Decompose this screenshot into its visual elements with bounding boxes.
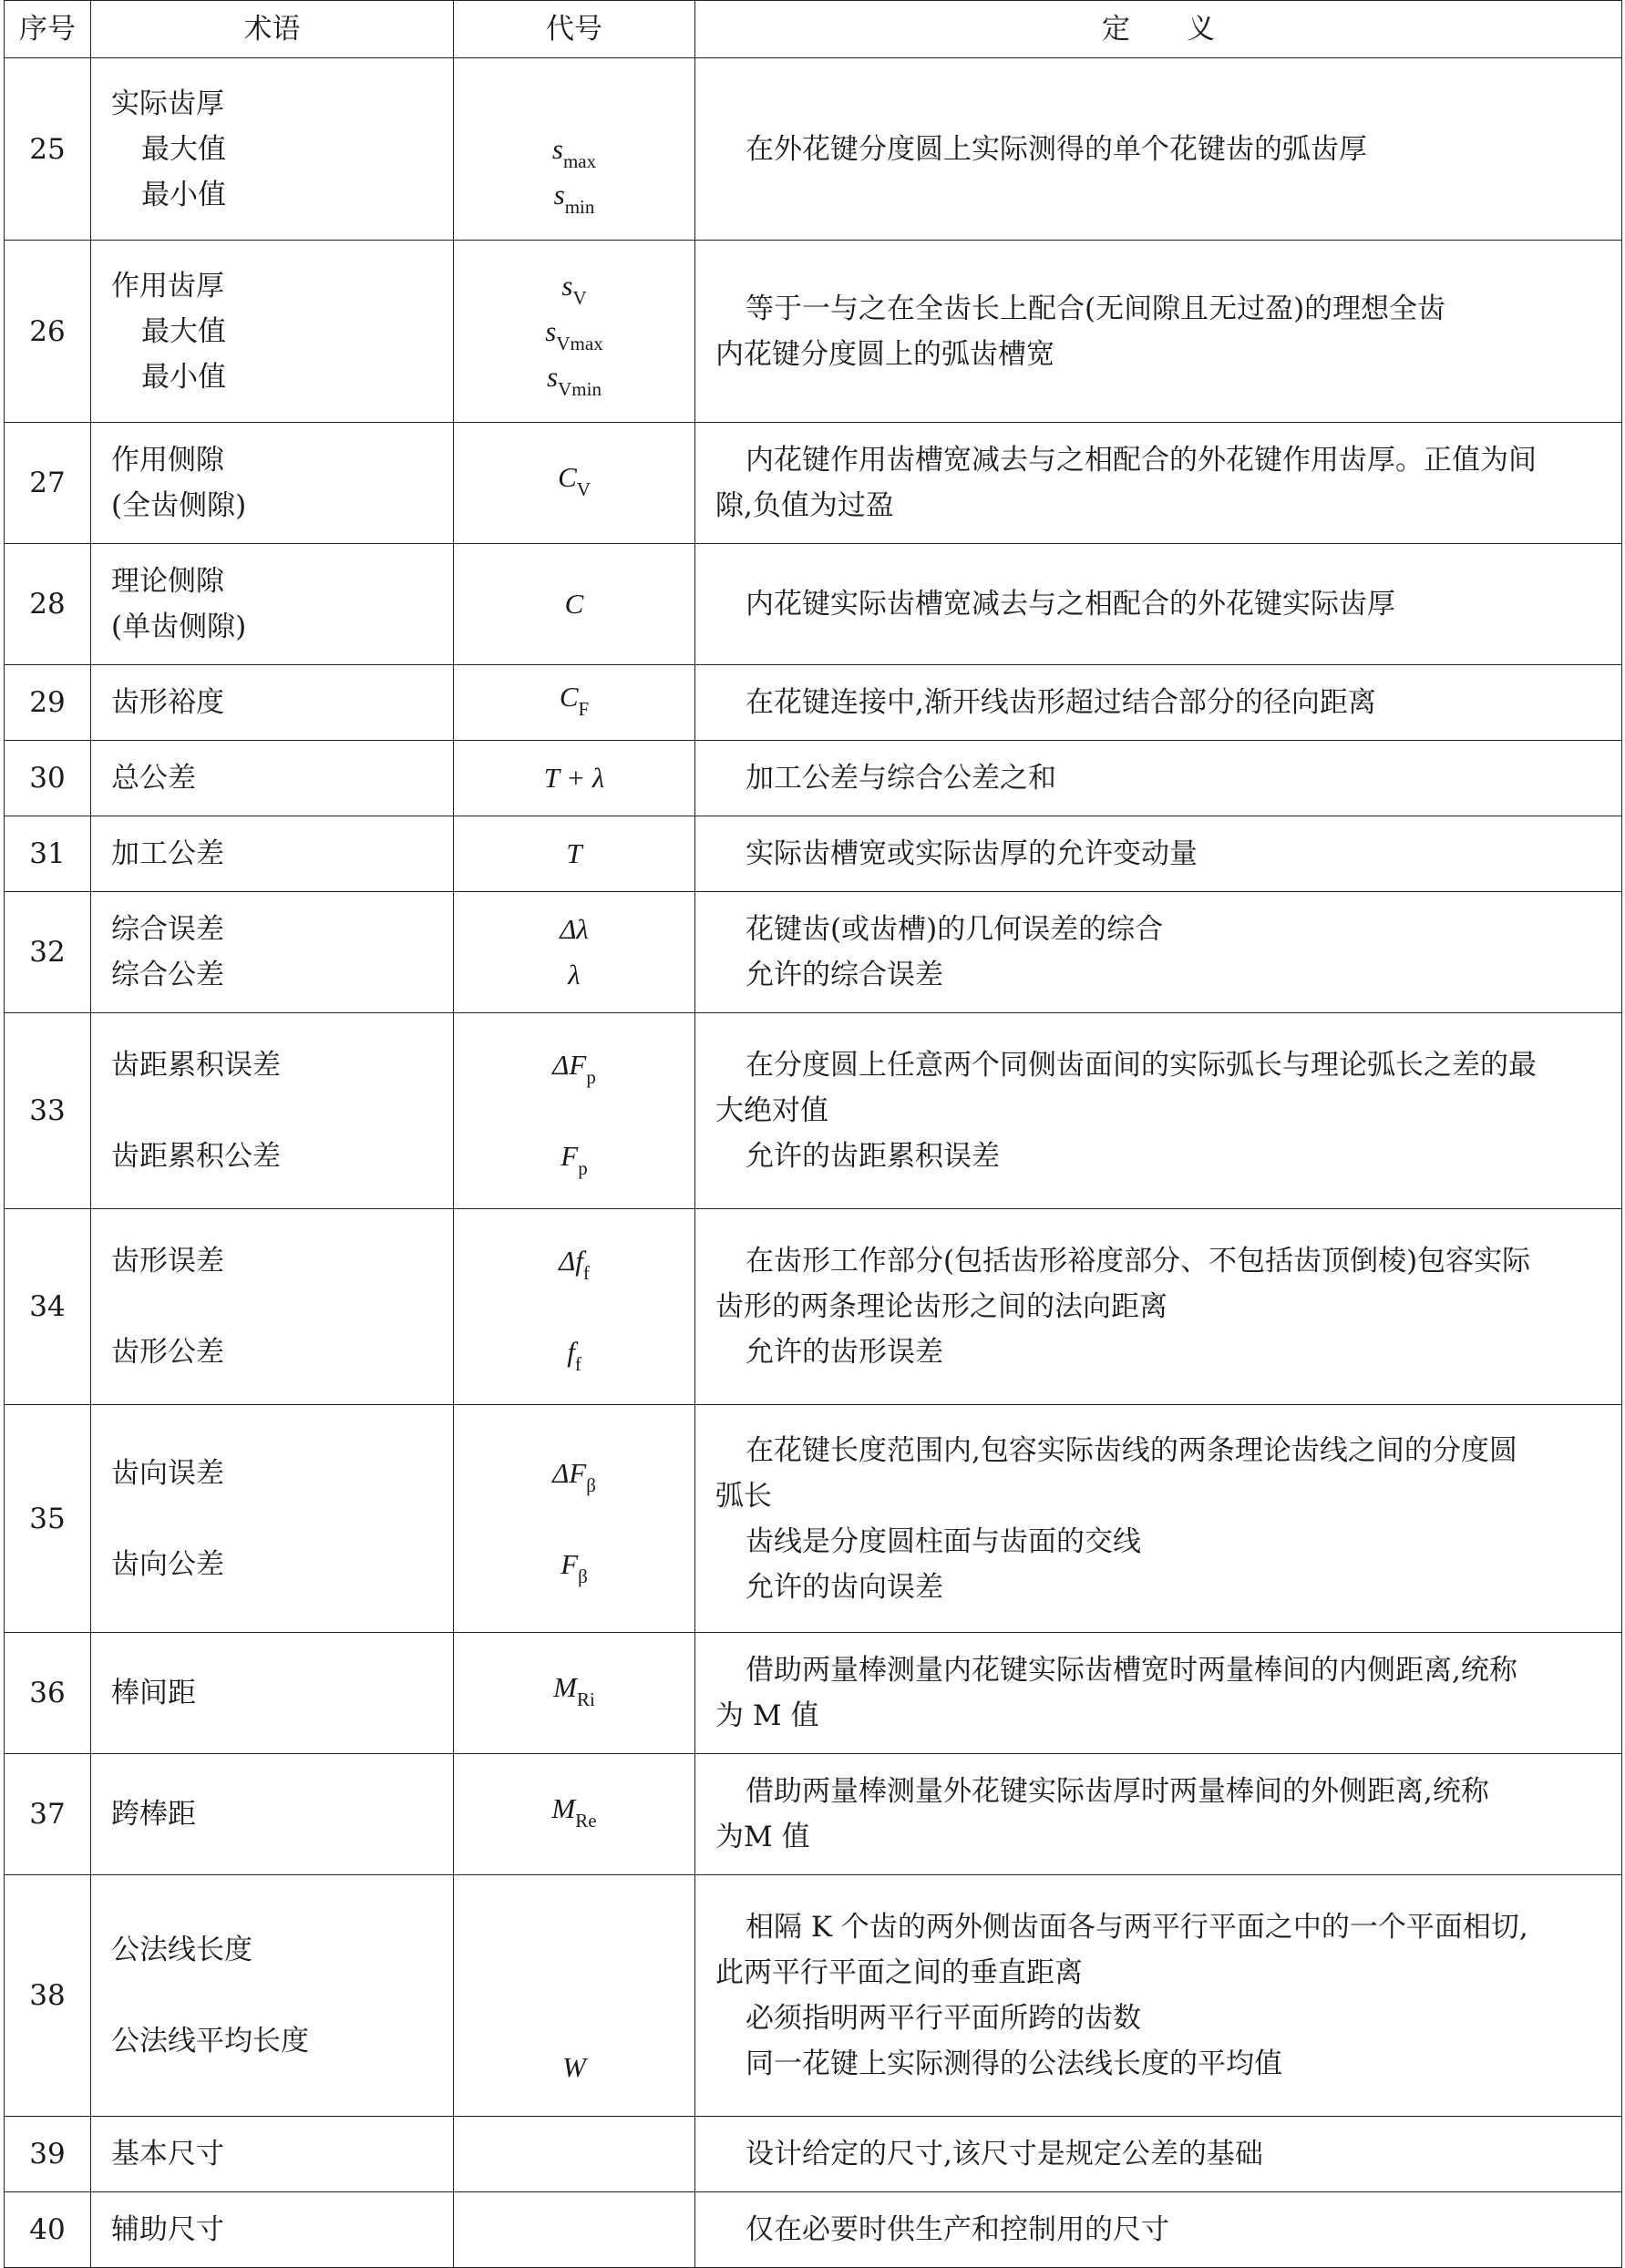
definition-line: 相隔 K 个齿的两外侧齿面各与两平行平面之中的一个平面相切,: [746, 1911, 1528, 1944]
term-line: 最小值: [141, 178, 226, 211]
row-definition: [695, 665, 1622, 741]
row-definition: [695, 2192, 1622, 2268]
symbol: $\Delta F_\beta$: [552, 1456, 596, 1496]
row-definition: [695, 1209, 1622, 1405]
definition-line: 等于一与之在全齿长上配合(无间隙且无过盈)的理想全齿: [746, 292, 1446, 325]
table-row: [5, 1209, 1622, 1405]
row-term: [91, 892, 454, 1013]
table-row: [5, 1875, 1622, 2117]
row-no: 26: [5, 241, 91, 423]
term-line: 辅助尺寸: [111, 2213, 224, 2246]
definition-line: 借助两量棒测量外花键实际齿厚时两量棒间的外侧距离,统称: [746, 1775, 1489, 1808]
row-no: 36: [5, 1633, 91, 1754]
symbol: $f_f$: [567, 1336, 581, 1375]
table-row: [5, 2192, 1622, 2268]
row-symbol: [454, 1754, 695, 1875]
row-definition: [695, 58, 1622, 241]
header-term: 术语: [91, 1, 454, 58]
definition-line: 齿形的两条理论齿形之间的法向距离: [715, 1290, 1167, 1323]
definition-line: 同一花键上实际测得的公法线长度的平均值: [746, 2047, 1282, 2080]
row-no: 28: [5, 544, 91, 665]
row-term: [91, 1754, 454, 1875]
definition-line: 实际齿槽宽或实际齿厚的允许变动量: [746, 837, 1198, 870]
row-symbol: [454, 544, 695, 665]
row-definition: [695, 423, 1622, 544]
symbol: $s_{min}$: [553, 178, 595, 218]
definition-line: 加工公差与综合公差之和: [746, 762, 1056, 795]
table-row: [5, 816, 1622, 892]
table-row: [5, 741, 1622, 816]
row-symbol: [454, 1875, 695, 2117]
definition-line: 允许的齿向误差: [746, 1570, 943, 1604]
symbol: T + λ: [543, 762, 605, 794]
definition-line: 内花键实际齿槽宽减去与之相配合的外花键实际齿厚: [746, 588, 1395, 621]
row-no: 29: [5, 665, 91, 741]
definition-line: 内花键作用齿槽宽减去与之相配合的外花键作用齿厚。正值为间: [746, 444, 1537, 477]
row-no: 34: [5, 1209, 91, 1405]
symbol: $M_{Re}$: [551, 1791, 597, 1832]
row-definition: [695, 741, 1622, 816]
row-symbol: [454, 1209, 695, 1405]
symbol: C: [564, 588, 584, 620]
row-term: [91, 241, 454, 423]
table-row: [5, 1754, 1622, 1875]
row-term: [91, 423, 454, 544]
row-symbol: [454, 423, 695, 544]
symbol: $s_{Vmin}$: [547, 360, 602, 400]
row-no: 33: [5, 1013, 91, 1209]
symbol: $s_V$: [561, 269, 587, 309]
definition-line: 齿线是分度圆柱面与齿面的交线: [746, 1524, 1141, 1558]
row-no: 27: [5, 423, 91, 544]
term-line: 跨棒距: [111, 1798, 196, 1831]
term-line: 最大值: [141, 314, 226, 348]
row-term: [91, 816, 454, 892]
table-row: [5, 58, 1622, 241]
row-term: [91, 741, 454, 816]
term-line: 齿形公差: [111, 1336, 224, 1369]
row-symbol: [454, 2192, 695, 2268]
symbol: $F_p$: [561, 1140, 588, 1179]
symbol: Δλ: [560, 913, 589, 945]
term-line: 最小值: [141, 360, 226, 394]
term-line: 公法线长度: [111, 1934, 252, 1966]
table-row: [5, 1013, 1622, 1209]
symbol: $C_F$: [559, 680, 590, 720]
row-definition: [695, 892, 1622, 1013]
table-row: [5, 665, 1622, 741]
term-line: 加工公差: [111, 837, 224, 870]
row-term: [91, 2117, 454, 2192]
row-symbol: [454, 58, 695, 241]
row-definition: [695, 1875, 1622, 2117]
term-line: 棒间距: [111, 1677, 196, 1709]
symbol: $s_{Vmax}$: [545, 314, 603, 354]
symbol: W: [562, 2051, 586, 2083]
term-line: 公法线平均长度: [111, 2025, 309, 2058]
term-line: 齿距累积误差: [111, 1049, 281, 1082]
definition-line: 允许的齿距累积误差: [746, 1140, 1000, 1173]
definition-line: 必须指明两平行平面所跨的齿数: [746, 2002, 1141, 2035]
row-symbol: [454, 1013, 695, 1209]
term-line: (全齿侧隙): [111, 489, 247, 522]
term-line: 综合公差: [111, 959, 224, 991]
table-row: [5, 423, 1622, 544]
header-no: 序号: [5, 1, 91, 58]
symbol: λ: [568, 959, 581, 990]
symbol: $s_{max}$: [551, 132, 597, 172]
definition-line: 大绝对值: [715, 1094, 828, 1127]
row-symbol: [454, 1405, 695, 1633]
definition-line: 花键齿(或齿槽)的几何误差的综合: [746, 913, 1164, 946]
row-symbol: [454, 741, 695, 816]
row-no: 38: [5, 1875, 91, 2117]
definition-line: 允许的综合误差: [746, 959, 943, 991]
symbol: T: [566, 837, 582, 869]
row-definition: [695, 2117, 1622, 2192]
term-line: 实际齿厚: [111, 87, 224, 120]
row-no: 25: [5, 58, 91, 241]
row-term: [91, 58, 454, 241]
term-line: 作用齿厚: [111, 269, 224, 303]
term-line: 总公差: [111, 762, 196, 795]
term-line: 最大值: [141, 132, 226, 166]
row-symbol: [454, 665, 695, 741]
row-definition: [695, 241, 1622, 423]
definition-line: 在齿形工作部分(包括齿形裕度部分、不包括齿顶倒棱)包容实际: [746, 1245, 1531, 1278]
row-definition: [695, 816, 1622, 892]
table-row: [5, 1633, 1622, 1754]
row-symbol: [454, 892, 695, 1013]
row-term: [91, 1875, 454, 2117]
definition-line: 此两平行平面之间的垂直距离: [715, 1956, 1083, 1989]
symbol: $C_V$: [558, 460, 591, 500]
row-definition: [695, 1013, 1622, 1209]
row-definition: [695, 544, 1622, 665]
term-line: 齿形裕度: [111, 686, 224, 719]
row-symbol: [454, 1633, 695, 1754]
definition-line: 隙,负值为过盈: [715, 489, 894, 522]
definition-line: 为 M 值: [715, 1699, 819, 1732]
spline-terms-table: [4, 0, 1622, 2268]
row-no: 40: [5, 2192, 91, 2268]
table-row: [5, 892, 1622, 1013]
row-no: 35: [5, 1405, 91, 1633]
row-definition: [695, 1405, 1622, 1633]
row-term: [91, 544, 454, 665]
definition-line: 为M 值: [715, 1821, 810, 1853]
definition-line: 在外花键分度圆上实际测得的单个花键齿的弧齿厚: [746, 132, 1367, 166]
table-row: [5, 544, 1622, 665]
symbol: $\Delta F_p$: [552, 1049, 596, 1088]
header-symbol: 代号: [454, 1, 695, 58]
row-term: [91, 1405, 454, 1633]
row-term: [91, 1633, 454, 1754]
table-row: [5, 2117, 1622, 2192]
symbol: $F_\beta$: [561, 1547, 588, 1587]
symbol: $\Delta f_f$: [559, 1245, 590, 1284]
term-line: 基本尺寸: [111, 2138, 224, 2171]
term-line: 齿向误差: [111, 1456, 224, 1490]
definition-line: 仅在必要时供生产和控制用的尺寸: [746, 2213, 1169, 2246]
row-definition: [695, 1754, 1622, 1875]
row-symbol: [454, 816, 695, 892]
term-line: 齿形误差: [111, 1245, 224, 1278]
term-line: 齿距累积公差: [111, 1140, 281, 1173]
term-line: (单齿侧隙): [111, 611, 247, 643]
table-row: [5, 241, 1622, 423]
row-term: [91, 1013, 454, 1209]
row-symbol: [454, 2117, 695, 2192]
row-symbol: [454, 241, 695, 423]
definition-line: 在花键连接中,渐开线齿形超过结合部分的径向距离: [746, 686, 1376, 719]
table-header-row: [5, 1, 1622, 58]
definition-line: 在花键长度范围内,包容实际齿线的两条理论齿线之间的分度圆: [746, 1433, 1517, 1467]
header-definition: 定 义: [695, 1, 1622, 58]
row-definition: [695, 1633, 1622, 1754]
row-no: 31: [5, 816, 91, 892]
term-line: 作用侧隙: [111, 444, 224, 477]
term-line: 齿向公差: [111, 1547, 224, 1581]
term-line: 综合误差: [111, 913, 224, 946]
row-no: 39: [5, 2117, 91, 2192]
definition-line: 借助两量棒测量内花键实际齿槽宽时两量棒间的内侧距离,统称: [746, 1654, 1517, 1687]
definition-line: 弧长: [715, 1479, 772, 1513]
row-no: 37: [5, 1754, 91, 1875]
definition-line: 设计给定的尺寸,该尺寸是规定公差的基础: [746, 2138, 1263, 2171]
term-line: 理论侧隙: [111, 565, 224, 598]
definition-line: 内花键分度圆上的弧齿槽宽: [715, 337, 1054, 371]
row-no: 32: [5, 892, 91, 1013]
table-row: [5, 1405, 1622, 1633]
row-term: [91, 2192, 454, 2268]
definition-line: 在分度圆上任意两个同侧齿面间的实际弧长与理论弧长之差的最: [746, 1049, 1537, 1082]
definition-line: 允许的齿形误差: [746, 1336, 943, 1369]
row-term: [91, 1209, 454, 1405]
row-no: 30: [5, 741, 91, 816]
row-term: [91, 665, 454, 741]
symbol: $M_{Ri}$: [553, 1670, 595, 1710]
